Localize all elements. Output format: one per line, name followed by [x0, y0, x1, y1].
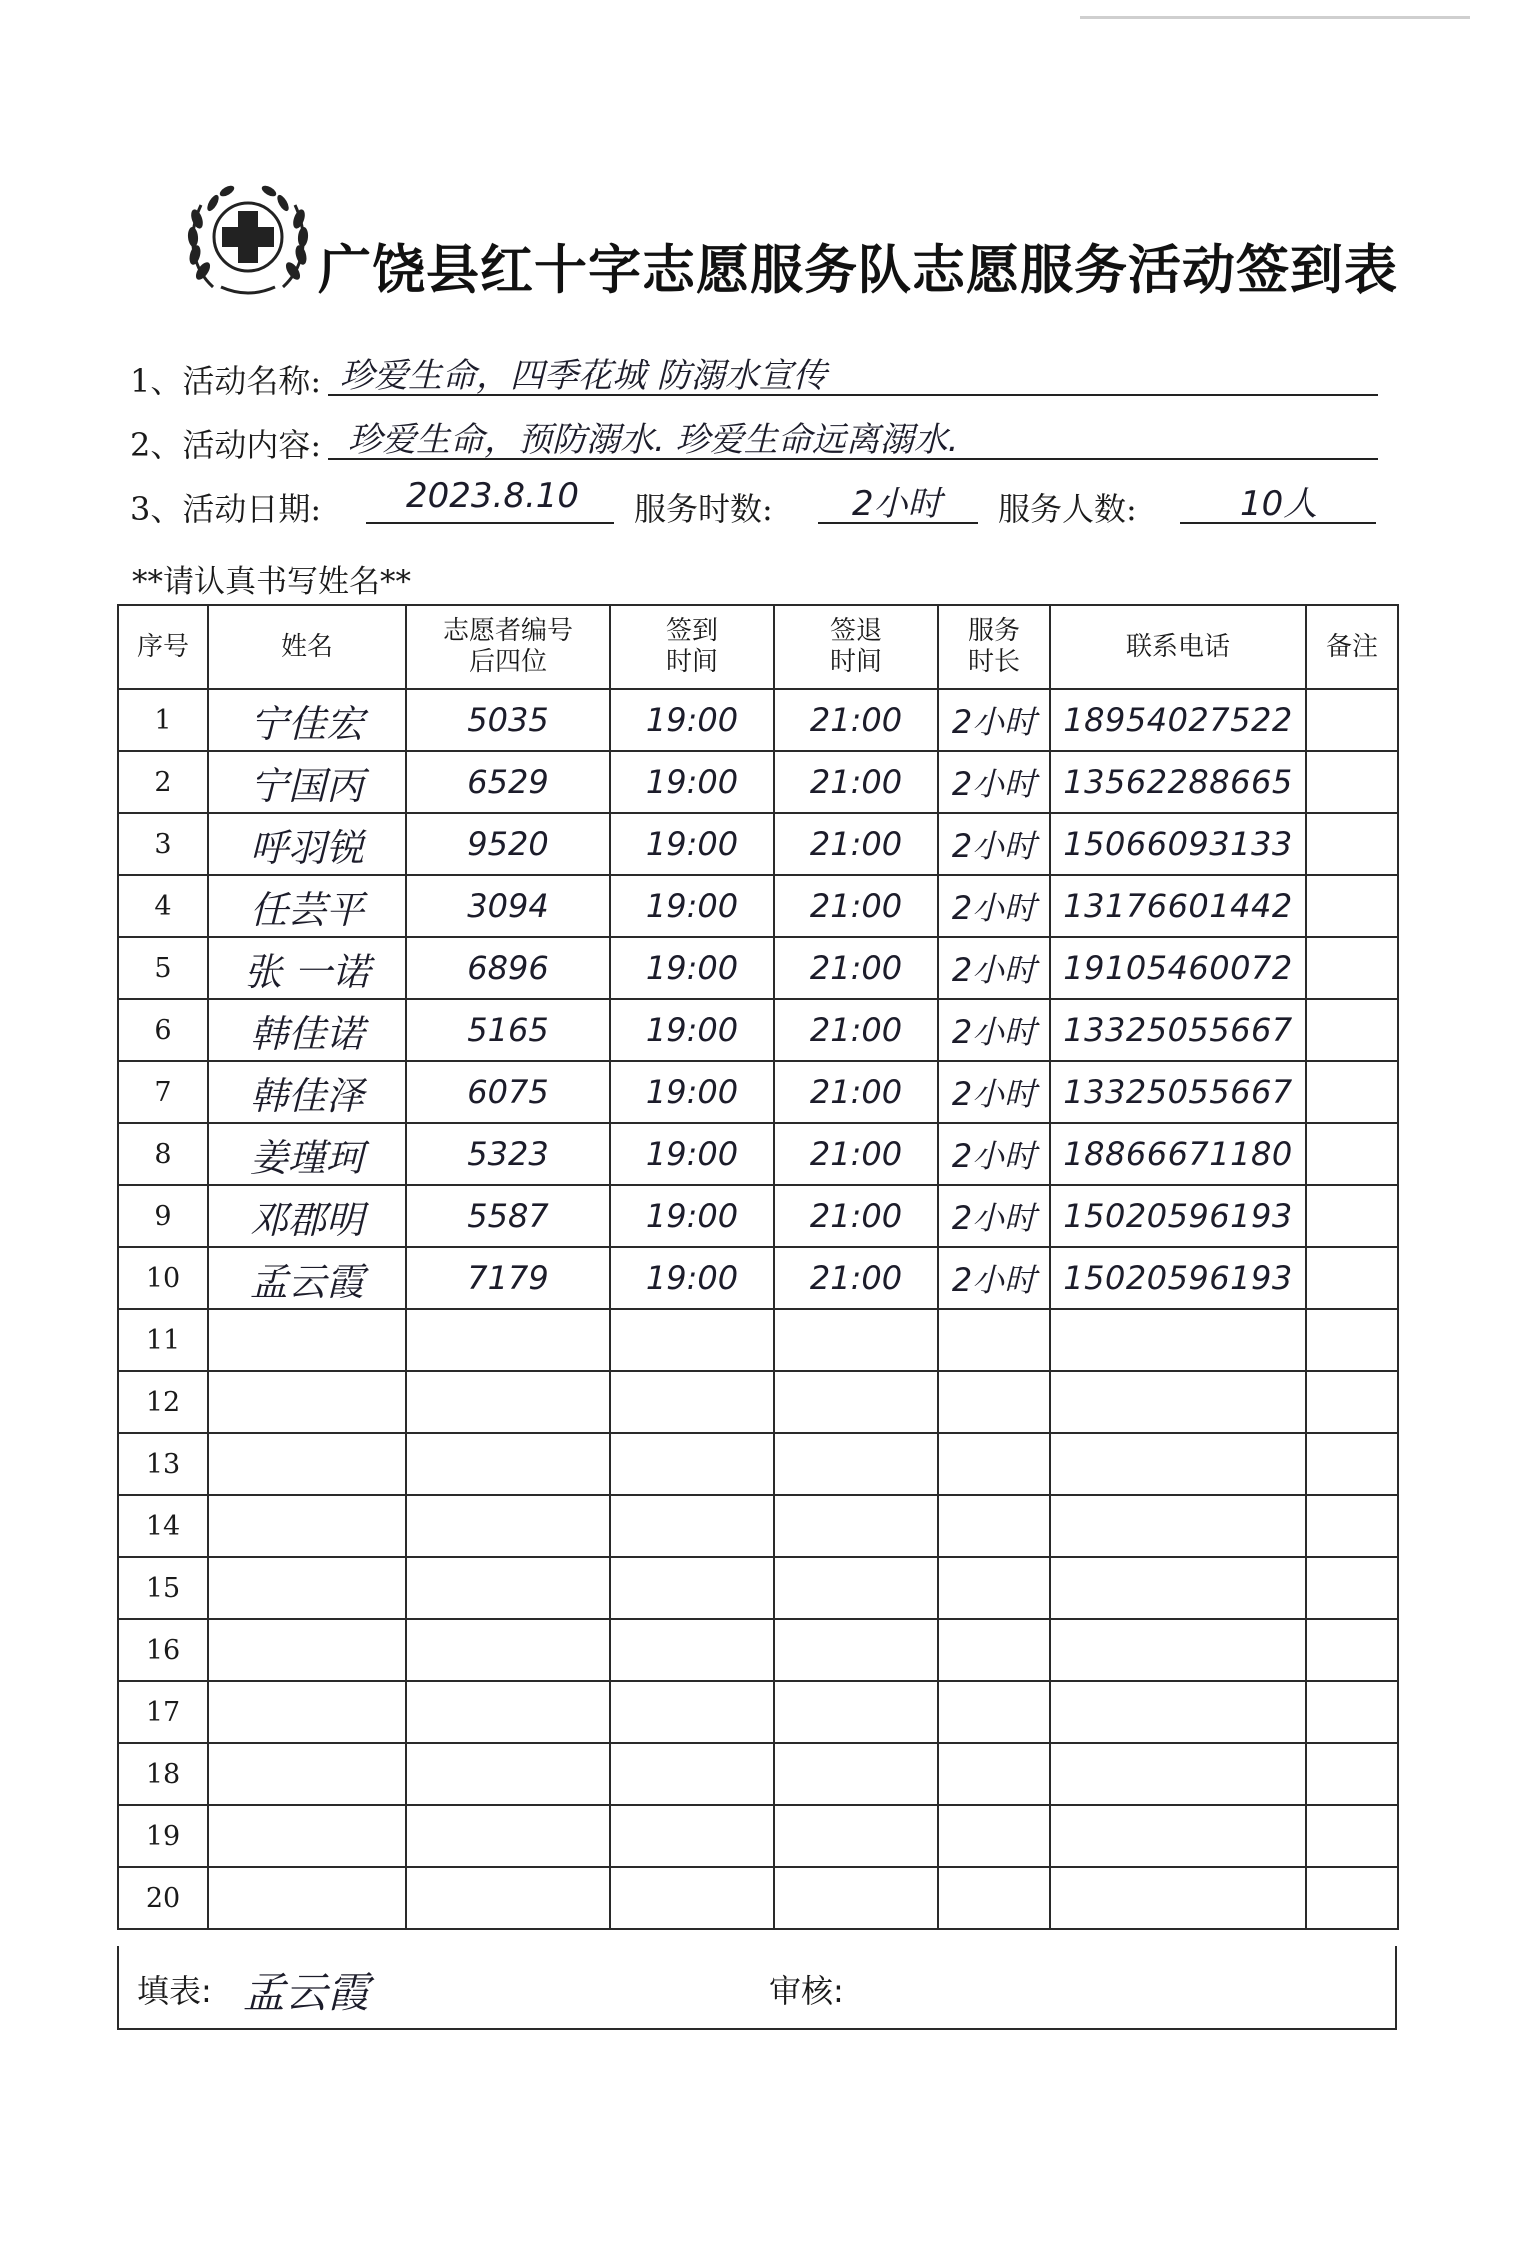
cell-sign-in-time — [610, 1867, 774, 1929]
cell-remark — [1306, 1309, 1398, 1371]
cell-volunteer-id — [406, 1371, 610, 1433]
cell-duration: 2小时 — [938, 1061, 1050, 1123]
cell-name: 任芸平 — [208, 875, 406, 937]
cell-remark — [1306, 689, 1398, 751]
cell-phone — [1050, 1371, 1306, 1433]
cell-sign-out-time: 21:00 — [774, 875, 938, 937]
cell-seq: 6 — [118, 999, 208, 1061]
cell-seq: 20 — [118, 1867, 208, 1929]
table-row — [118, 1433, 1398, 1495]
cell-duration — [938, 1805, 1050, 1867]
sign-in-table — [117, 604, 1399, 1930]
cell-sign-out-time: 21:00 — [774, 1061, 938, 1123]
cell-name — [208, 1743, 406, 1805]
cell-sign-in-time: 19:00 — [610, 999, 774, 1061]
cell-remark — [1306, 1061, 1398, 1123]
table-row — [118, 1371, 1398, 1433]
activity-content-value: 珍爱生命，预防溺水. 珍爱生命远离溺水. — [348, 420, 959, 460]
cell-phone — [1050, 1495, 1306, 1557]
service-hours-label: 服务时数: — [634, 490, 773, 528]
cell-phone: 15066093133 — [1050, 813, 1306, 875]
table-row — [118, 1619, 1398, 1681]
cell-remark — [1306, 751, 1398, 813]
cell-volunteer-id — [406, 1805, 610, 1867]
cell-sign-out-time: 21:00 — [774, 751, 938, 813]
activity-name-field — [328, 350, 1378, 396]
cell-volunteer-id — [406, 1867, 610, 1929]
page-title: 广饶县红十字志愿服务队志愿服务活动签到表 — [318, 239, 1398, 301]
header-duration-line1: 服务 — [967, 616, 1020, 646]
cell-seq: 10 — [118, 1247, 208, 1309]
cell-name: 韩佳诺 — [208, 999, 406, 1061]
activity-name-row — [130, 350, 1380, 400]
cell-sign-in-time — [610, 1681, 774, 1743]
cell-sign-in-time: 19:00 — [610, 875, 774, 937]
table-row — [118, 1495, 1398, 1557]
cell-sign-in-time — [610, 1805, 774, 1867]
table-row — [118, 813, 1398, 875]
cell-sign-in-time — [610, 1495, 774, 1557]
cell-sign-in-time: 19:00 — [610, 813, 774, 875]
cell-name — [208, 1495, 406, 1557]
cell-name: 宁国丙 — [208, 751, 406, 813]
header-phone: 联系电话 — [1050, 605, 1306, 689]
cell-name: 宁佳宏 — [208, 689, 406, 751]
cell-duration — [938, 1867, 1050, 1929]
cell-sign-out-time — [774, 1557, 938, 1619]
header-sign-in-line1: 签到 — [665, 616, 718, 646]
activity-content-row — [130, 414, 1380, 464]
activity-date-field — [366, 478, 614, 524]
cell-sign-in-time: 19:00 — [610, 751, 774, 813]
cell-remark — [1306, 1123, 1398, 1185]
cell-name — [208, 1867, 406, 1929]
table-row — [118, 689, 1398, 751]
cell-sign-out-time — [774, 1495, 938, 1557]
cell-sign-out-time: 21:00 — [774, 1247, 938, 1309]
cell-sign-out-time — [774, 1433, 938, 1495]
cell-sign-in-time: 19:00 — [610, 1061, 774, 1123]
cell-seq: 17 — [118, 1681, 208, 1743]
cell-sign-in-time — [610, 1557, 774, 1619]
cell-volunteer-id — [406, 1495, 610, 1557]
cell-phone — [1050, 1309, 1306, 1371]
cell-duration — [938, 1495, 1050, 1557]
cell-volunteer-id: 3094 — [406, 875, 610, 937]
cell-name: 韩佳泽 — [208, 1061, 406, 1123]
header-sign-in-time — [610, 605, 774, 689]
cell-name — [208, 1557, 406, 1619]
cell-duration: 2小时 — [938, 1123, 1050, 1185]
table-row — [118, 1805, 1398, 1867]
cell-sign-out-time — [774, 1805, 938, 1867]
cell-sign-in-time — [610, 1371, 774, 1433]
cell-remark — [1306, 1495, 1398, 1557]
cell-volunteer-id — [406, 1433, 610, 1495]
cell-remark — [1306, 1247, 1398, 1309]
cell-duration: 2小时 — [938, 813, 1050, 875]
cell-remark — [1306, 1433, 1398, 1495]
table-row — [118, 1557, 1398, 1619]
table-row — [118, 1309, 1398, 1371]
cell-seq: 15 — [118, 1557, 208, 1619]
cell-sign-in-time: 19:00 — [610, 689, 774, 751]
cell-seq: 18 — [118, 1743, 208, 1805]
table-row — [118, 1743, 1398, 1805]
cell-phone — [1050, 1743, 1306, 1805]
cell-sign-out-time: 21:00 — [774, 999, 938, 1061]
cell-duration: 2小时 — [938, 999, 1050, 1061]
cell-phone — [1050, 1557, 1306, 1619]
name-writing-note: **请认真书写姓名** — [132, 564, 411, 600]
cell-duration — [938, 1743, 1050, 1805]
table-row — [118, 875, 1398, 937]
activity-name-value: 珍爱生命，四季花城 防溺水宣传 — [340, 356, 827, 396]
cell-remark — [1306, 937, 1398, 999]
cell-seq: 14 — [118, 1495, 208, 1557]
header-duration-line2: 时长 — [967, 647, 1020, 677]
cell-sign-out-time: 21:00 — [774, 1123, 938, 1185]
cell-phone — [1050, 1805, 1306, 1867]
table-row — [118, 1867, 1398, 1929]
service-hours-value: 2小时 — [852, 484, 942, 524]
table-row — [118, 1061, 1398, 1123]
cell-sign-out-time — [774, 1867, 938, 1929]
filler-signature: 孟云霞 — [243, 1968, 370, 2017]
cell-sign-in-time — [610, 1309, 774, 1371]
cell-phone: 18954027522 — [1050, 689, 1306, 751]
header-sign-out-time — [774, 605, 938, 689]
cell-duration: 2小时 — [938, 875, 1050, 937]
cell-seq: 4 — [118, 875, 208, 937]
cell-name: 孟云霞 — [208, 1247, 406, 1309]
cell-volunteer-id: 7179 — [406, 1247, 610, 1309]
cell-sign-out-time — [774, 1309, 938, 1371]
service-people-label: 服务人数: — [998, 490, 1137, 528]
cell-phone: 13562288665 — [1050, 751, 1306, 813]
cell-name — [208, 1681, 406, 1743]
cell-remark — [1306, 1743, 1398, 1805]
cell-volunteer-id: 5323 — [406, 1123, 610, 1185]
cell-duration — [938, 1433, 1050, 1495]
cell-duration — [938, 1557, 1050, 1619]
cell-phone — [1050, 1433, 1306, 1495]
footer-row — [117, 1946, 1397, 2030]
cell-phone: 15020596193 — [1050, 1185, 1306, 1247]
cell-sign-in-time — [610, 1619, 774, 1681]
table-header-row — [118, 605, 1398, 689]
cell-remark — [1306, 1619, 1398, 1681]
cell-volunteer-id: 5035 — [406, 689, 610, 751]
activity-date-label: 3、活动日期: — [130, 490, 322, 528]
activity-date-row — [130, 478, 1380, 528]
cell-seq: 1 — [118, 689, 208, 751]
red-cross-wreath-icon — [183, 175, 313, 305]
cell-sign-out-time — [774, 1619, 938, 1681]
filler-label: 填表: — [137, 1972, 212, 2010]
table-row — [118, 937, 1398, 999]
cell-sign-in-time: 19:00 — [610, 1247, 774, 1309]
cell-name: 张 一诺 — [208, 937, 406, 999]
table-row — [118, 1247, 1398, 1309]
cell-volunteer-id — [406, 1619, 610, 1681]
cell-volunteer-id: 6529 — [406, 751, 610, 813]
header-volunteer-id-line1: 志愿者编号 — [442, 616, 573, 646]
cell-name: 呼羽锐 — [208, 813, 406, 875]
header-sign-out-line2: 时间 — [829, 647, 882, 677]
cell-name: 邓郡明 — [208, 1185, 406, 1247]
header-sign-in-line2: 时间 — [665, 647, 718, 677]
cell-remark — [1306, 1557, 1398, 1619]
cell-volunteer-id: 5587 — [406, 1185, 610, 1247]
cell-sign-out-time: 21:00 — [774, 1185, 938, 1247]
header-duration — [938, 605, 1050, 689]
cell-duration: 2小时 — [938, 1185, 1050, 1247]
activity-name-label: 1、活动名称: — [130, 362, 322, 400]
cell-remark — [1306, 1681, 1398, 1743]
cell-seq: 2 — [118, 751, 208, 813]
cell-sign-out-time — [774, 1681, 938, 1743]
header-sign-out-line1: 签退 — [829, 616, 882, 646]
cell-duration: 2小时 — [938, 937, 1050, 999]
cell-volunteer-id: 6896 — [406, 937, 610, 999]
table-row — [118, 1185, 1398, 1247]
cell-phone — [1050, 1867, 1306, 1929]
cell-volunteer-id — [406, 1743, 610, 1805]
cell-duration: 2小时 — [938, 689, 1050, 751]
cell-seq: 8 — [118, 1123, 208, 1185]
header-name: 姓名 — [208, 605, 406, 689]
cell-phone: 13176601442 — [1050, 875, 1306, 937]
cell-name — [208, 1371, 406, 1433]
table-row — [118, 1681, 1398, 1743]
cell-volunteer-id: 6075 — [406, 1061, 610, 1123]
cell-seq: 5 — [118, 937, 208, 999]
cell-remark — [1306, 1185, 1398, 1247]
cell-volunteer-id — [406, 1681, 610, 1743]
service-hours-field — [818, 478, 978, 524]
header-seq: 序号 — [118, 605, 208, 689]
cell-remark — [1306, 1371, 1398, 1433]
cell-sign-out-time: 21:00 — [774, 937, 938, 999]
cell-duration — [938, 1371, 1050, 1433]
cell-duration: 2小时 — [938, 1247, 1050, 1309]
reviewer-label: 审核: — [769, 1972, 844, 2010]
cell-seq: 11 — [118, 1309, 208, 1371]
cell-phone: 18866671180 — [1050, 1123, 1306, 1185]
cell-seq: 13 — [118, 1433, 208, 1495]
table-row — [118, 999, 1398, 1061]
cell-phone — [1050, 1619, 1306, 1681]
cell-sign-in-time — [610, 1433, 774, 1495]
table-row — [118, 751, 1398, 813]
activity-content-label: 2、活动内容: — [130, 426, 322, 464]
cell-sign-out-time: 21:00 — [774, 689, 938, 751]
cell-sign-out-time: 21:00 — [774, 813, 938, 875]
cell-duration — [938, 1619, 1050, 1681]
cell-remark — [1306, 1867, 1398, 1929]
cell-remark — [1306, 875, 1398, 937]
cell-sign-out-time — [774, 1743, 938, 1805]
cell-seq: 7 — [118, 1061, 208, 1123]
cell-name — [208, 1619, 406, 1681]
cell-volunteer-id — [406, 1309, 610, 1371]
header-volunteer-id — [406, 605, 610, 689]
cell-phone — [1050, 1681, 1306, 1743]
cell-seq: 3 — [118, 813, 208, 875]
service-people-field — [1180, 478, 1376, 524]
cell-sign-out-time — [774, 1371, 938, 1433]
table-body — [118, 689, 1398, 1929]
cell-duration: 2小时 — [938, 751, 1050, 813]
cell-volunteer-id: 9520 — [406, 813, 610, 875]
cell-name — [208, 1433, 406, 1495]
header-remark: 备注 — [1306, 605, 1398, 689]
cell-name — [208, 1805, 406, 1867]
cell-name: 姜瑾珂 — [208, 1123, 406, 1185]
cell-phone: 13325055667 — [1050, 999, 1306, 1061]
activity-content-field — [328, 414, 1378, 460]
cell-remark — [1306, 1805, 1398, 1867]
cell-volunteer-id: 5165 — [406, 999, 610, 1061]
cell-phone: 13325055667 — [1050, 1061, 1306, 1123]
cell-phone: 19105460072 — [1050, 937, 1306, 999]
scan-edge-mark — [1080, 16, 1470, 19]
table-row — [118, 1123, 1398, 1185]
cell-remark — [1306, 999, 1398, 1061]
activity-date-value: 2023.8.10 — [406, 476, 580, 516]
cell-seq: 9 — [118, 1185, 208, 1247]
header-volunteer-id-line2: 后四位 — [468, 647, 547, 677]
cell-remark — [1306, 813, 1398, 875]
cell-sign-in-time — [610, 1743, 774, 1805]
cell-seq: 12 — [118, 1371, 208, 1433]
cell-sign-in-time: 19:00 — [610, 937, 774, 999]
cell-name — [208, 1309, 406, 1371]
cell-duration — [938, 1309, 1050, 1371]
cell-volunteer-id — [406, 1557, 610, 1619]
cell-phone: 15020596193 — [1050, 1247, 1306, 1309]
cell-seq: 16 — [118, 1619, 208, 1681]
cell-seq: 19 — [118, 1805, 208, 1867]
service-people-value: 10人 — [1240, 484, 1318, 524]
cell-sign-in-time: 19:00 — [610, 1185, 774, 1247]
cell-sign-in-time: 19:00 — [610, 1123, 774, 1185]
cell-duration — [938, 1681, 1050, 1743]
